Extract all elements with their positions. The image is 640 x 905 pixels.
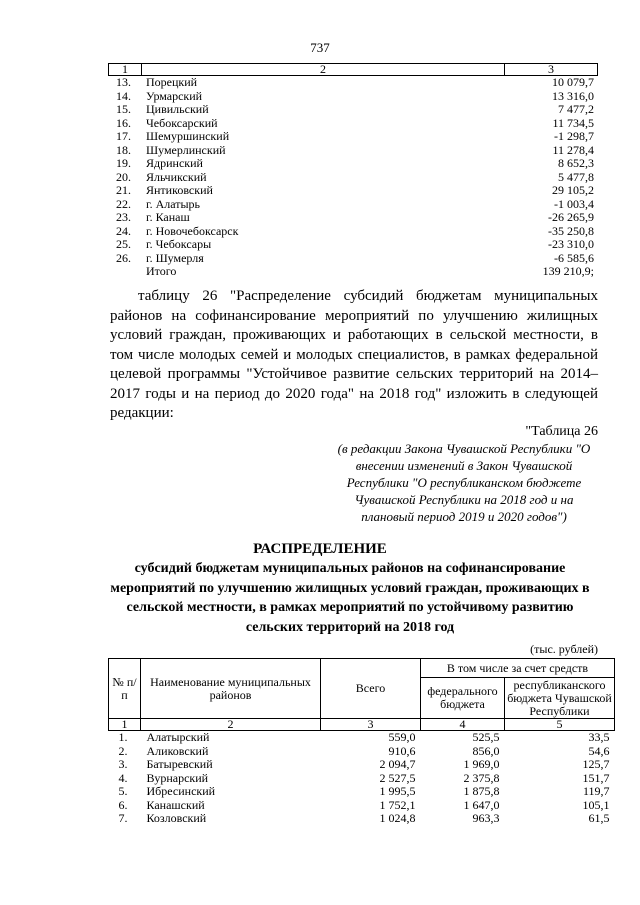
row-number: 2. — [118, 743, 128, 758]
district-value: 8 652,3 — [558, 156, 594, 170]
district-name: Шемуршинский — [146, 129, 230, 143]
total-amount: 559,0 — [388, 730, 416, 744]
row-number: 16. — [116, 115, 131, 130]
row-number: 19. — [116, 156, 131, 170]
federal-amount: 1 647,0 — [463, 797, 500, 812]
row-number: 17. — [116, 129, 131, 143]
table-row — [108, 225, 598, 239]
district-name: Янтиковский — [146, 183, 213, 197]
distribution-table-body — [109, 731, 615, 826]
district-value: 10 079,7 — [552, 75, 594, 89]
district-name: Шумерлинский — [146, 142, 226, 157]
column-number-3: 3 — [321, 719, 421, 731]
header-republic: республиканского бюджета Чувашской Республики — [505, 678, 615, 719]
district-name: Козловский — [146, 811, 207, 825]
district-name: г. Канаш — [146, 210, 190, 224]
distribution-table — [108, 658, 615, 826]
district-value: -23 310,0 — [548, 237, 594, 251]
district-name: Аликовский — [146, 743, 209, 758]
district-value: 5 477,8 — [558, 169, 594, 184]
district-name: Чебоксарский — [146, 115, 218, 130]
district-value: 7 477,2 — [558, 102, 594, 116]
total-amount: 910,6 — [388, 743, 416, 758]
republic-amount: 105,1 — [582, 797, 610, 812]
federal-amount: 1 875,8 — [463, 784, 500, 798]
header-including: В том числе за счет средств — [421, 659, 615, 678]
table-row — [108, 157, 598, 171]
table-row — [109, 785, 615, 799]
column-number-4: 4 — [421, 719, 505, 731]
row-number: 22. — [116, 196, 131, 211]
row-number: 15. — [116, 102, 131, 116]
units-label: (тыс. рублей) — [530, 642, 598, 656]
table-caption: "Таблица 26 — [525, 424, 598, 439]
column-number-3: 3 — [548, 62, 554, 76]
republic-amount: 151,7 — [582, 770, 610, 785]
table-row — [108, 265, 598, 279]
table-row — [108, 144, 598, 158]
table-row — [108, 171, 598, 185]
row-number: 25. — [116, 237, 131, 251]
table-row — [109, 772, 615, 786]
republic-amount: 125,7 — [582, 757, 610, 771]
district-name: Итого — [146, 264, 177, 278]
continuation-table-body — [108, 76, 598, 279]
row-number: 23. — [116, 210, 131, 224]
table-row — [108, 90, 598, 104]
district-name: Батыревский — [146, 757, 213, 771]
heading-title: РАСПРЕДЕЛЕНИЕ — [253, 541, 387, 557]
table-row — [109, 745, 615, 759]
republic-amount: 54,6 — [588, 743, 610, 758]
table-row — [109, 799, 615, 813]
district-value: -6 585,6 — [554, 250, 594, 265]
row-number: 14. — [116, 88, 131, 103]
table-row — [109, 758, 615, 772]
district-name: Порецкий — [146, 75, 198, 89]
header-federal: федерального бюджета — [421, 678, 505, 719]
table-row — [108, 117, 598, 131]
revision-note: (в редакции Закона Чувашской Республики "О внесении изменений в Закон Чувашской Республики "О республиканском бюджете Чувашской Республики на 2018 год и на плановый период 2019 и 2020 годов") — [337, 441, 591, 524]
heading-subtitle: субсидий бюджетам муниципальных районов на софинансирование мероприятий по улучшению жилищных условий граждан, проживающих в сельской местности, в рамках мероприятий по устойчивому развитию сельских территорий на 2018 год — [110, 561, 590, 635]
district-name: Канашский — [146, 797, 205, 812]
row-number: 3. — [118, 757, 128, 771]
table-row — [108, 252, 598, 266]
row-number: 13. — [116, 75, 131, 89]
total-amount: 1 024,8 — [379, 811, 416, 825]
district-name: Яльчикский — [146, 169, 207, 184]
federal-amount: 856,0 — [472, 743, 500, 758]
column-number-1: 1 — [109, 719, 141, 731]
district-value: -26 265,9 — [548, 210, 594, 224]
total-amount: 2 094,7 — [379, 757, 416, 771]
district-value: 29 105,2 — [552, 183, 594, 197]
table-row — [108, 103, 598, 117]
district-value: -35 250,8 — [548, 223, 594, 238]
column-number-2: 2 — [142, 64, 505, 75]
district-value: 139 210,9; — [542, 264, 594, 278]
table-row — [108, 130, 598, 144]
header-total: Всего — [321, 659, 421, 719]
federal-amount: 963,3 — [472, 811, 500, 825]
column-number-2: 2 — [141, 719, 321, 731]
total-amount: 2 527,5 — [379, 770, 416, 785]
district-name: Цивильский — [146, 102, 209, 116]
row-number: 6. — [118, 797, 128, 812]
header-num: № п/п — [109, 659, 141, 719]
district-value: 11 734,5 — [552, 115, 594, 130]
table-row — [108, 211, 598, 225]
column-number-5: 5 — [505, 719, 615, 731]
district-name: г. Новочебоксарск — [146, 223, 239, 238]
district-name: г. Шумерля — [146, 250, 204, 265]
header-name: Наименование муниципальных районов — [141, 659, 321, 719]
district-value: -1 003,4 — [554, 196, 594, 211]
district-name: Ибресинский — [146, 784, 216, 798]
continuation-table — [108, 63, 598, 279]
table-row — [109, 812, 615, 826]
republic-amount: 33,5 — [588, 730, 610, 744]
district-name: Вурнарский — [146, 770, 209, 785]
total-amount: 1 752,1 — [379, 797, 416, 812]
row-number: 1. — [118, 730, 128, 744]
row-number: 5. — [118, 784, 128, 798]
row-number: 7. — [118, 811, 128, 825]
table-row — [108, 184, 598, 198]
federal-amount: 2 375,8 — [463, 770, 500, 785]
republic-amount: 119,7 — [582, 784, 610, 798]
district-value: 11 278,4 — [552, 142, 594, 157]
column-number-1: 1 — [109, 64, 142, 75]
row-number: 20. — [116, 169, 131, 184]
district-name: Ядринский — [146, 156, 203, 170]
federal-amount: 525,5 — [472, 730, 500, 744]
table-row — [108, 76, 598, 90]
row-number: 24. — [116, 223, 131, 238]
page-number: 737 — [310, 40, 330, 55]
district-name: г. Алатырь — [146, 196, 201, 211]
table-row — [109, 731, 615, 745]
table-row — [108, 238, 598, 252]
district-value: 13 316,0 — [552, 88, 594, 103]
district-name: Урмарский — [146, 88, 203, 103]
district-value: -1 298,7 — [554, 129, 594, 143]
row-number: 21. — [116, 183, 131, 197]
federal-amount: 1 969,0 — [463, 757, 500, 771]
total-amount: 1 995,5 — [379, 784, 416, 798]
row-number: 4. — [118, 770, 128, 785]
district-name: Алатырский — [146, 730, 210, 744]
row-number: 18. — [116, 142, 131, 157]
republic-amount: 61,5 — [588, 811, 610, 825]
body-paragraph: таблицу 26 "Распределение субсидий бюджетам муниципальных районов на софинансирование мероприятий по улучшению жилищных условий граждан, проживающих и работающих в сельской местности, в том числе молодых семей и молодых специалистов, в рамках федеральной целевой программы "Устойчивое развитие сельских территорий на 2014–2017 годы и на период до 2020 года" на 2018 год" изложить в следующей редакции: — [110, 288, 598, 421]
district-name: г. Чебоксары — [146, 237, 212, 251]
table-row — [108, 198, 598, 212]
row-number — [108, 265, 140, 279]
row-number: 26. — [116, 250, 131, 265]
